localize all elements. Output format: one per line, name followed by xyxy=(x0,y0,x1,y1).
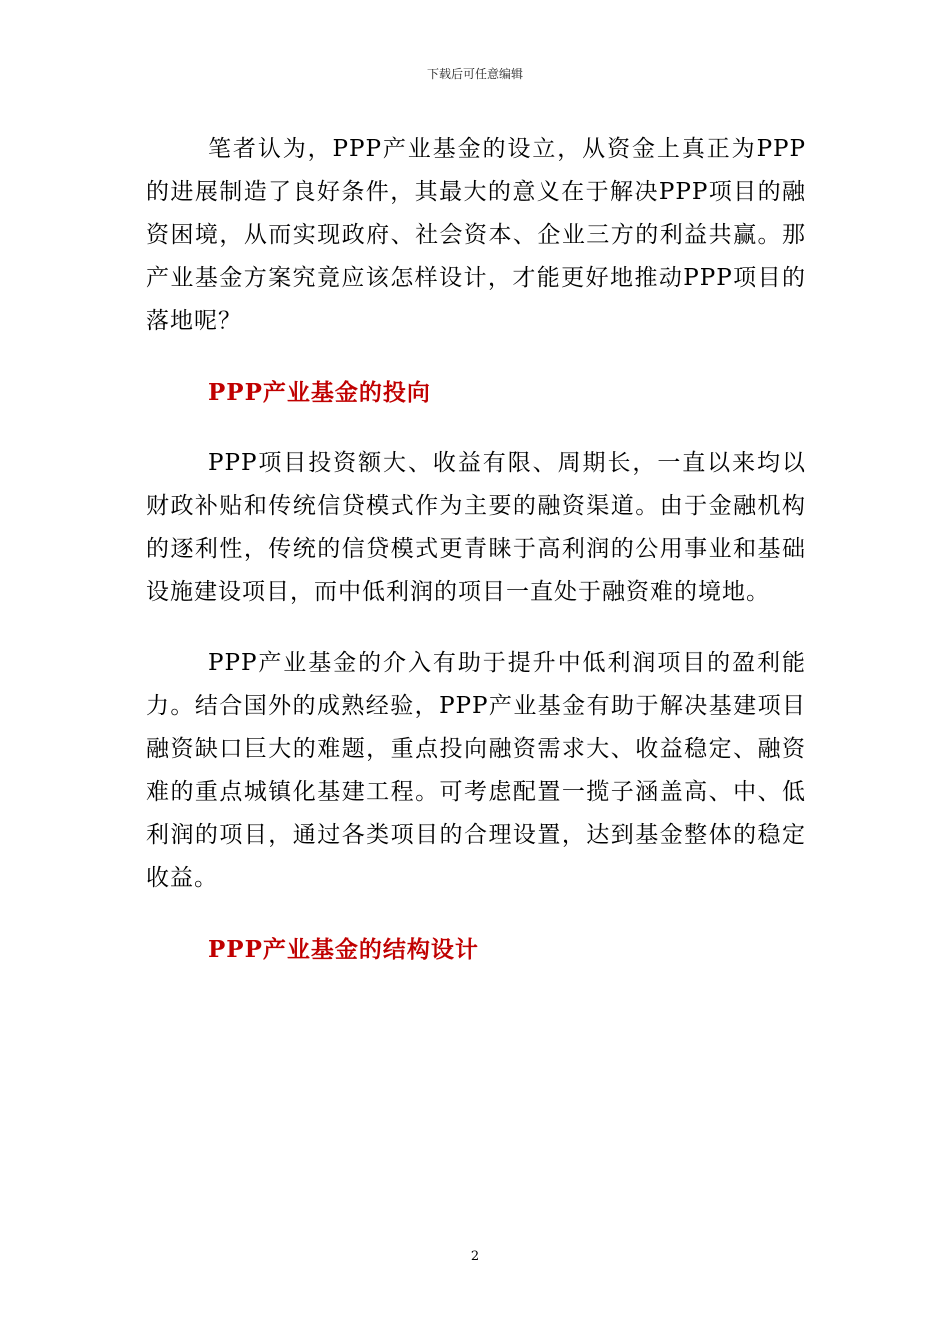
paragraph-financing-background: PPP项目投资额大、收益有限、周期长，一直以来均以财政补贴和传统信贷模式作为主要的融资渠道。由于金融机构的逐利性，传统的信贷模式更青睐于高利润的公用事业和基础设施建设项目，而中低利润的项目一直处于融资难的境地。 xyxy=(146,450,806,605)
paragraph-intro: 笔者认为，PPP产业基金的设立，从资金上真正为PPP的进展制造了良好条件，其最大的意义在于解决PPP项目的融资困境，从而实现政府、社会资本、企业三方的利益共赢。那产业基金方案究竟应该怎样设计，才能更好地推动PPP项目的落地呢？ xyxy=(146,136,806,334)
section-heading-investment-direction: PPP产业基金的投向 xyxy=(208,379,431,406)
document-body xyxy=(146,128,806,971)
spacer xyxy=(146,614,806,642)
spacer xyxy=(146,343,806,371)
spacer xyxy=(146,414,806,442)
header-note: 下载后可任意编辑 xyxy=(426,67,523,81)
section-heading-structure-design: PPP产业基金的结构设计 xyxy=(208,936,479,963)
page-number: 2 xyxy=(470,1249,480,1264)
paragraph-fund-role: PPP产业基金的介入有助于提升中低利润项目的盈利能力。结合国外的成熟经验，PPP产业基金有助于解决基建项目融资缺口巨大的难题，重点投向融资需求大、收益稳定、融资难的重点城镇化基建工程。可考虑配置一揽子涵盖高、中、低利润的项目，通过各类项目的合理设置，达到基金整体的稳定收益。 xyxy=(146,650,806,891)
spacer xyxy=(146,900,806,928)
